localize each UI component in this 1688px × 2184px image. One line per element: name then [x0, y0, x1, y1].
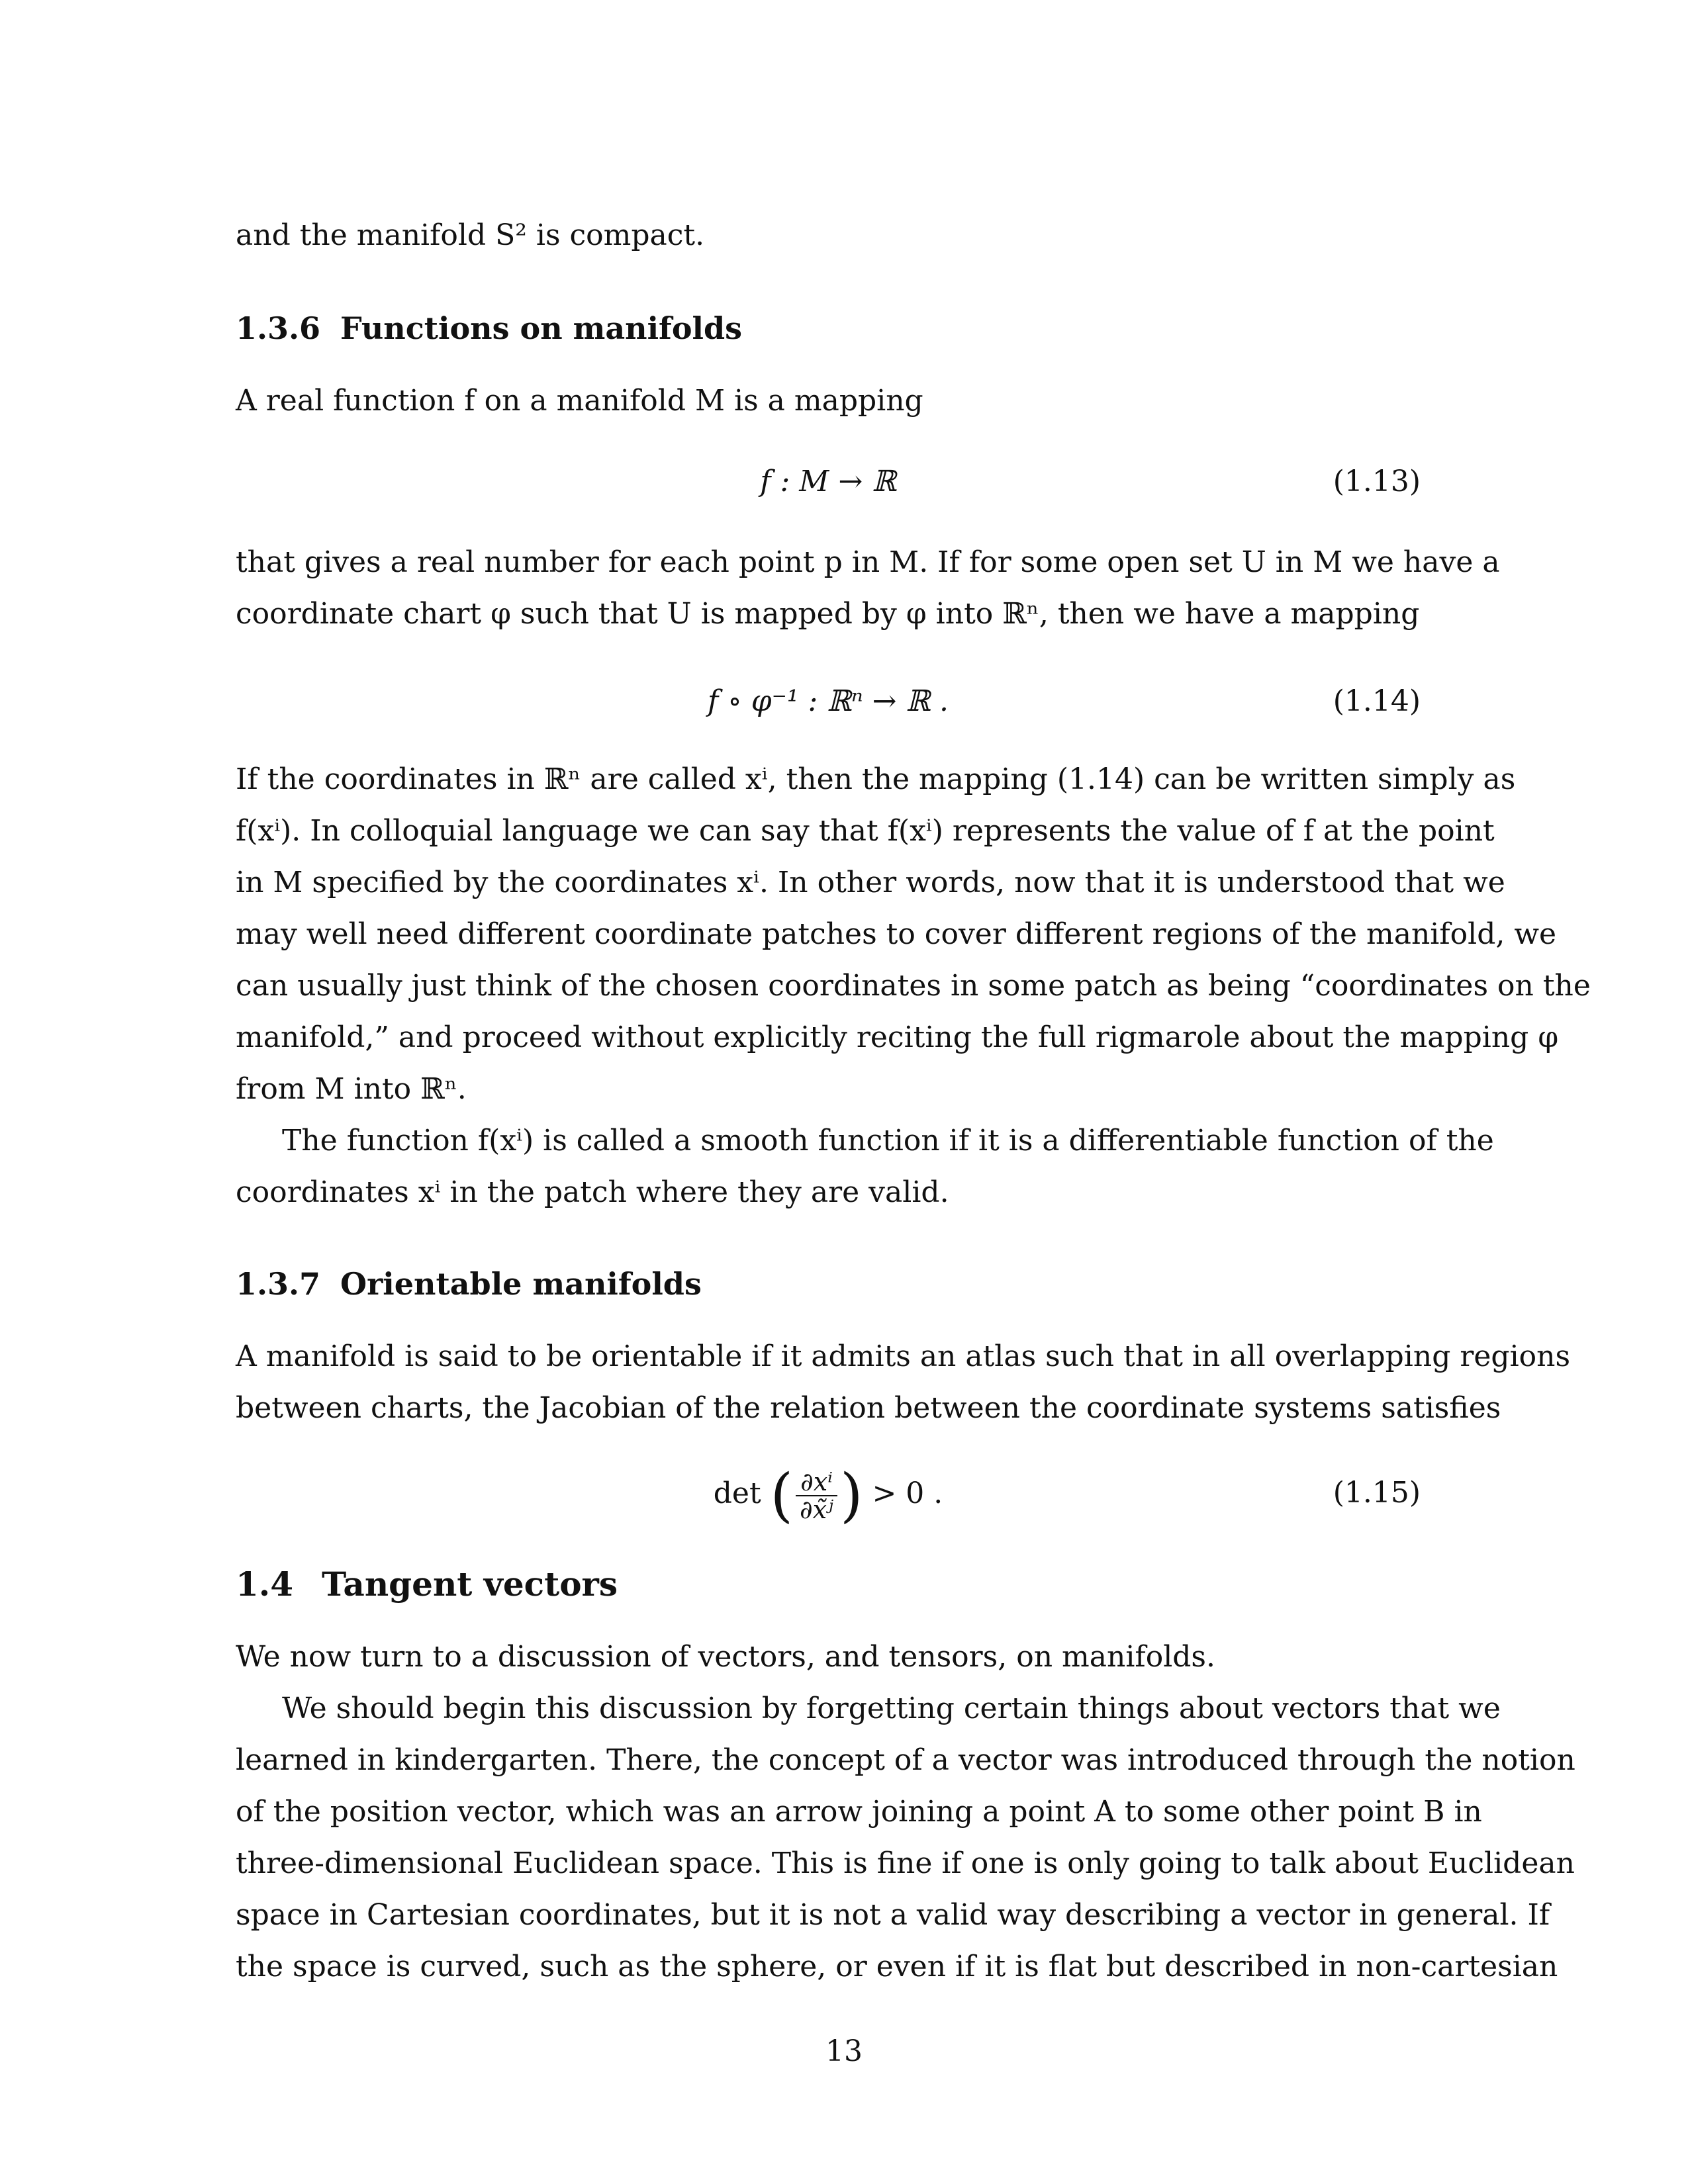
inequality-rhs: > 0 .: [872, 1477, 943, 1510]
section-title: Orientable manifolds: [340, 1266, 702, 1302]
paragraph-line: We now turn to a discussion of vectors, and tensors, on manifolds.: [236, 1640, 1215, 1674]
paragraph-line: of the position vector, which was an arrow joining a point A to some other point B in: [236, 1795, 1482, 1829]
fraction: [796, 1469, 837, 1523]
equation-1-13: f : M → ℝ: [760, 465, 896, 498]
paragraph-line: f(xⁱ). In colloquial language we can say that f(xⁱ) represents the value of f at the point: [236, 814, 1495, 848]
equation-1-14: f ∘ φ⁻¹ : ℝⁿ → ℝ .: [707, 684, 949, 718]
paragraph-line: between charts, the Jacobian of the relation between the coordinate systems satisfies: [236, 1391, 1501, 1425]
section-number: 1.3.6: [236, 310, 321, 346]
paragraph-line: from M into ℝⁿ.: [236, 1072, 467, 1106]
paragraph-line: learned in kindergarten. There, the concept of a vector was introduced through the notion: [236, 1743, 1575, 1777]
paragraph-line: three-dimensional Euclidean space. This is fine if one is only going to talk about Euclidean: [236, 1846, 1575, 1880]
paragraph-line: can usually just think of the chosen coordinates in some patch as being “coordinates on the: [236, 969, 1591, 1003]
equation-1-15: [236, 1457, 1421, 1530]
section-title: Tangent vectors: [322, 1565, 618, 1604]
paragraph-line: A real function f on a manifold M is a mapping: [236, 384, 923, 418]
section-heading-1-3-6: [236, 308, 742, 348]
paragraph-line: A manifold is said to be orientable if it admits an atlas such that in all overlapping regions: [236, 1340, 1571, 1373]
equation-number: (1.14): [1333, 684, 1421, 718]
paragraph-line: the space is curved, such as the sphere, or even if it is flat but described in non-cartesian: [236, 1950, 1558, 1983]
section-title: Functions on manifolds: [340, 310, 743, 346]
left-paren: (: [770, 1461, 793, 1529]
numerator: ∂xⁱ: [796, 1469, 837, 1496]
equation-number: (1.15): [1333, 1476, 1421, 1510]
paragraph-line: We should begin this discussion by forgetting certain things about vectors that we: [282, 1692, 1501, 1725]
paragraph-line: may well need different coordinate patches to cover different regions of the manifold, we: [236, 917, 1557, 951]
paragraph-line: The function f(xⁱ) is called a smooth function if it is a differentiable function of the: [282, 1124, 1494, 1158]
top-line: and the manifold S² is compact.: [236, 218, 705, 252]
equation-number: (1.13): [1333, 465, 1421, 498]
paragraph-line: that gives a real number for each point p in M. If for some open set U in M we have a: [236, 545, 1500, 579]
section-number: 1.4: [236, 1565, 293, 1604]
denominator: ∂x̃ʲ: [799, 1494, 834, 1524]
det-operator: det: [713, 1477, 761, 1510]
section-number: 1.3.7: [236, 1266, 321, 1302]
paragraph-line: coordinates xⁱ in the patch where they are valid.: [236, 1175, 949, 1209]
section-heading-1-3-7: [236, 1264, 702, 1304]
paragraph-line: space in Cartesian coordinates, but it is not a valid way describing a vector in general. If: [236, 1898, 1550, 1932]
paragraph-line: manifold,” and proceed without explicitly reciting the full rigmarole about the mapping φ: [236, 1021, 1559, 1054]
section-heading-1-4: [236, 1565, 618, 1604]
paragraph-line: coordinate chart φ such that U is mapped by φ into ℝⁿ, then we have a mapping: [236, 597, 1420, 631]
page-number: 13: [825, 2034, 863, 2068]
right-paren: ): [840, 1461, 863, 1529]
paragraph-line: in M specified by the coordinates xⁱ. In other words, now that it is understood that we: [236, 866, 1505, 899]
paragraph-line: If the coordinates in ℝⁿ are called xⁱ, then the mapping (1.14) can be written simply as: [236, 762, 1516, 796]
